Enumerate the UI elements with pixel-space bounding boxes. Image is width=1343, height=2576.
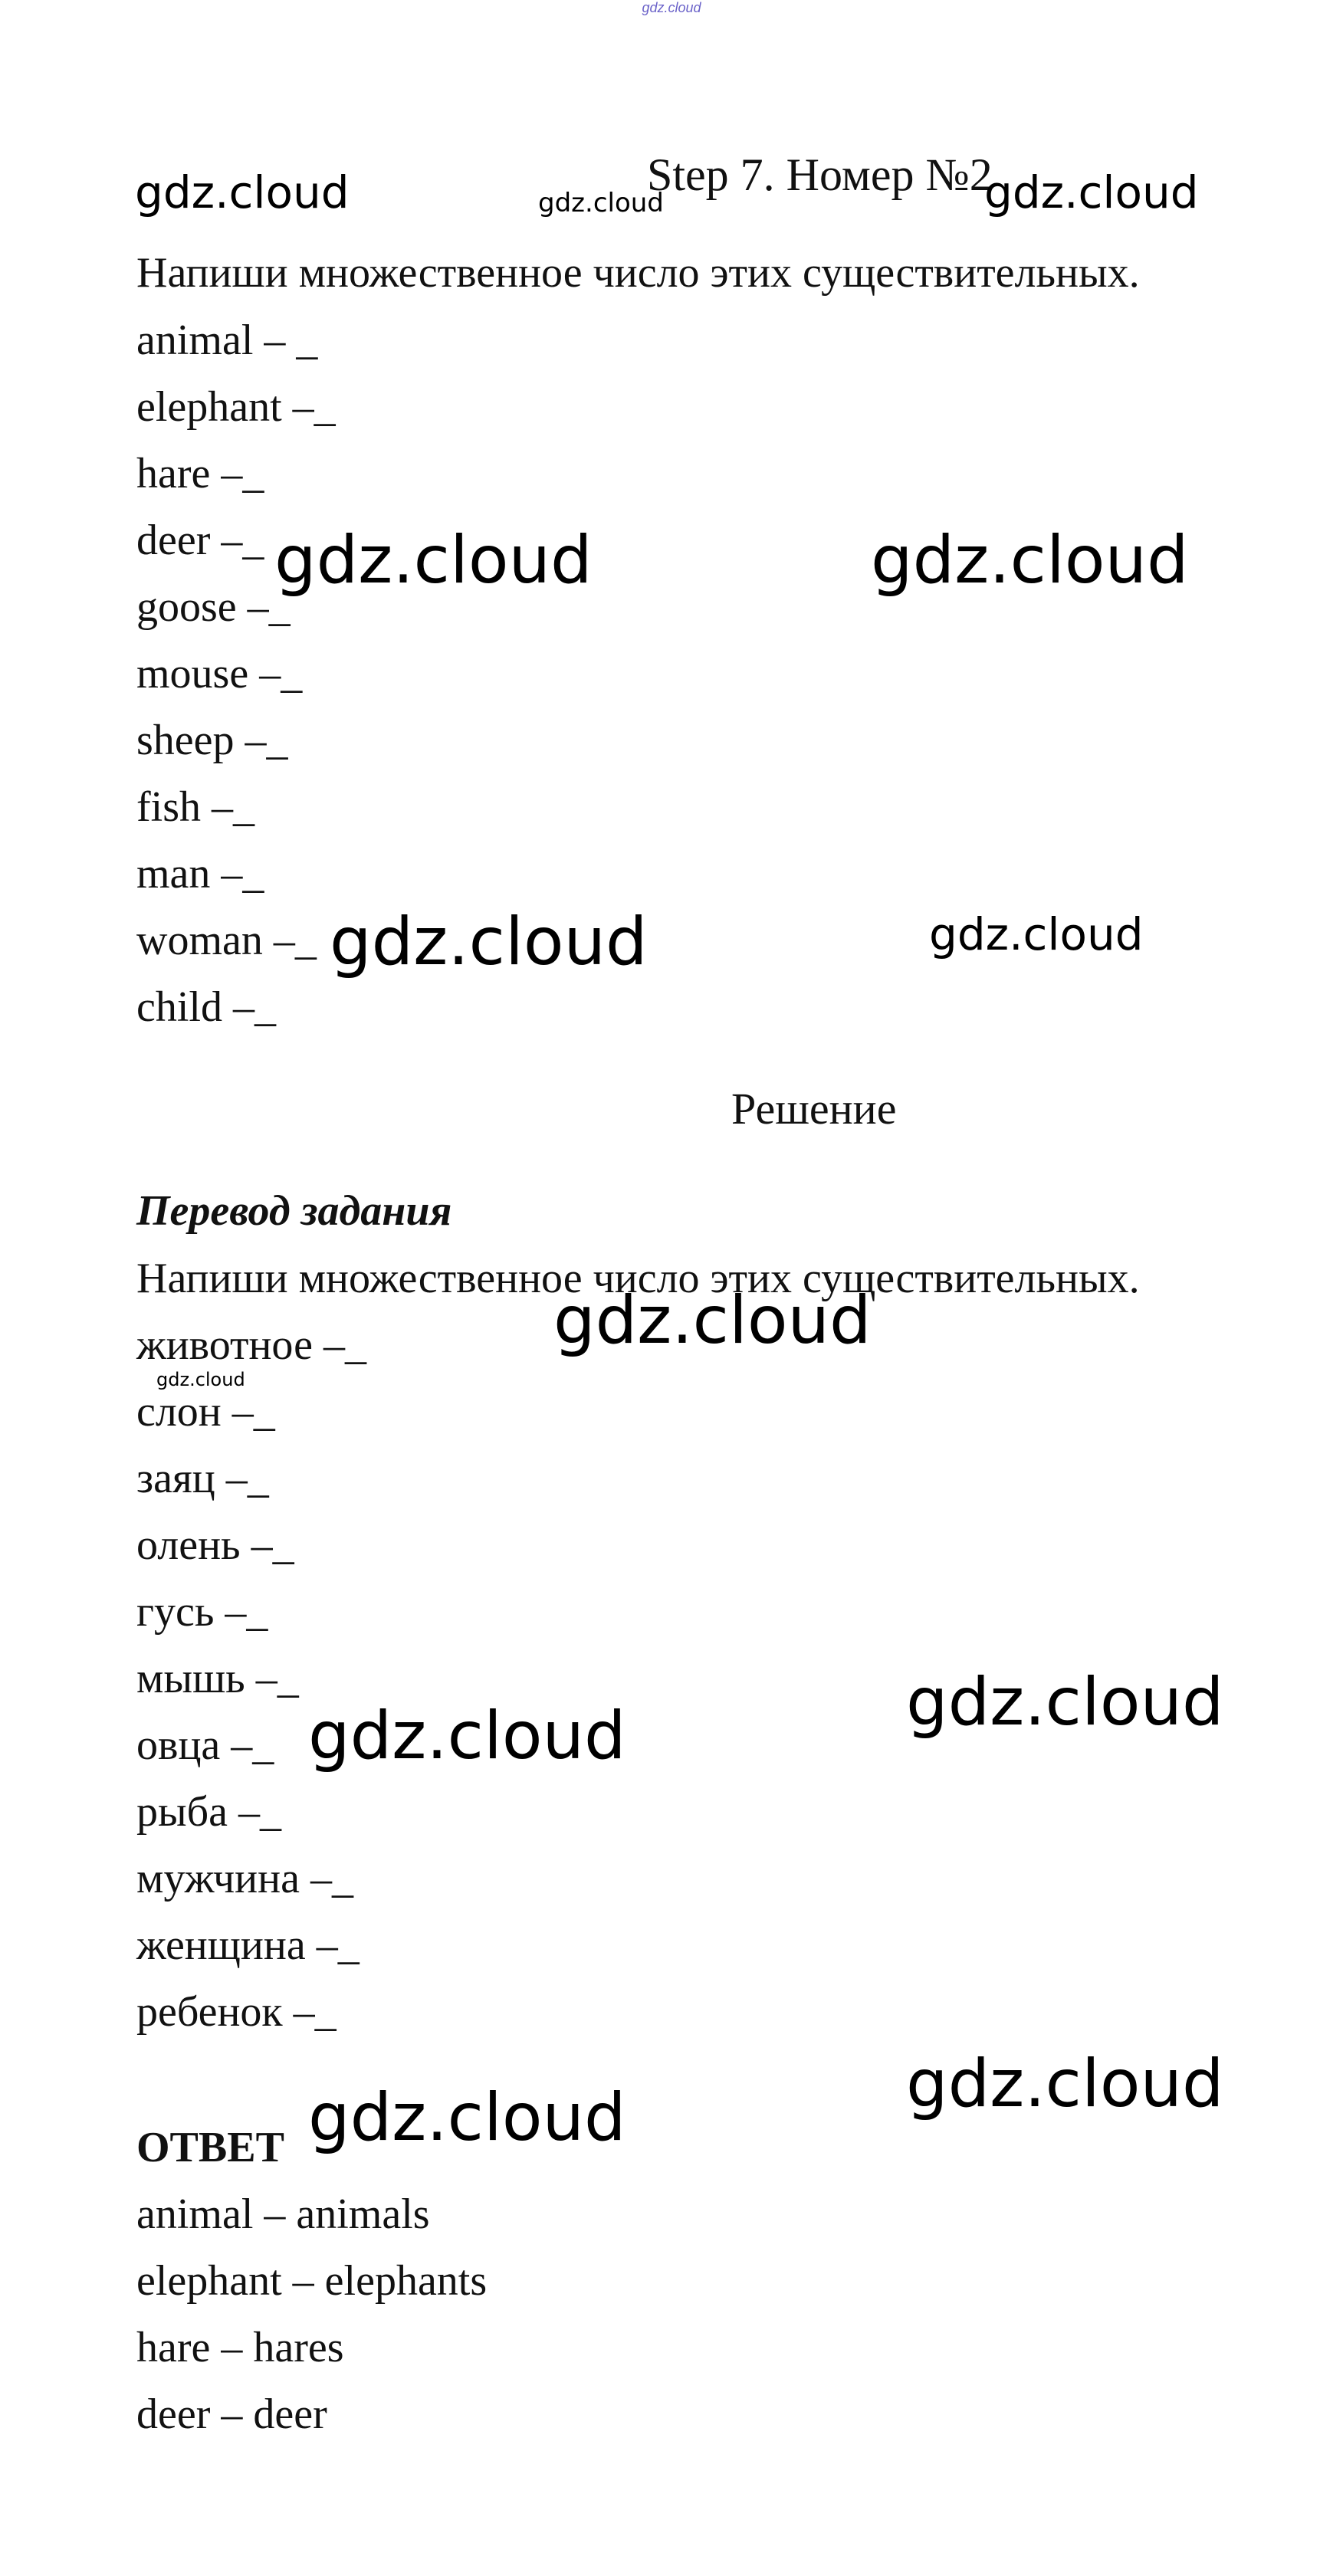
watermark: gdz.cloud xyxy=(929,908,1144,960)
solution-label: Решение xyxy=(731,1084,897,1134)
answer-heading: ОТВЕТ xyxy=(136,2124,284,2171)
watermark: gdz.cloud xyxy=(871,522,1189,599)
watermark: gdz.cloud xyxy=(308,1698,626,1774)
translation-item: рыба –_ xyxy=(136,1788,281,1836)
answer-item: hare – hares xyxy=(136,2324,344,2371)
translation-item: гусь –_ xyxy=(136,1588,268,1636)
translation-heading: Перевод задания xyxy=(136,1187,452,1235)
task-item: animal – _ xyxy=(136,317,318,364)
task-item: woman –_ xyxy=(136,917,317,964)
watermark: gdz.cloud xyxy=(538,188,664,218)
top-watermark: gdz.cloud xyxy=(642,0,701,15)
translation-item: мышь –_ xyxy=(136,1655,299,1702)
page-title: Step 7. Номер №2 xyxy=(647,149,993,200)
task-item: hare –_ xyxy=(136,450,264,497)
translation-instruction: Напиши множественное число этих существительных. xyxy=(136,1255,1140,1302)
answer-item: animal – animals xyxy=(136,2190,430,2238)
watermark: gdz.cloud xyxy=(984,166,1199,218)
watermark: gdz.cloud xyxy=(330,904,648,980)
translation-item: овца –_ xyxy=(136,1721,274,1769)
task-item: goose –_ xyxy=(136,583,291,631)
watermark: gdz.cloud xyxy=(274,522,593,599)
watermark: gdz.cloud xyxy=(156,1369,245,1390)
translation-item: заяц –_ xyxy=(136,1455,269,1502)
task-item: mouse –_ xyxy=(136,650,303,697)
task-item: child –_ xyxy=(136,983,276,1031)
task-item: fish –_ xyxy=(136,783,254,831)
watermark: gdz.cloud xyxy=(906,1664,1224,1741)
translation-item: олень –_ xyxy=(136,1521,294,1569)
task-item: sheep –_ xyxy=(136,717,288,764)
translation-item: ребенок –_ xyxy=(136,1988,337,2036)
translation-item: слон –_ xyxy=(136,1388,275,1436)
task-item: elephant –_ xyxy=(136,383,336,431)
task-item: deer –_ xyxy=(136,517,264,564)
translation-item: мужчина –_ xyxy=(136,1855,353,1902)
answer-item: elephant – elephants xyxy=(136,2257,488,2305)
watermark: gdz.cloud xyxy=(553,1282,872,1359)
translation-item: женщина –_ xyxy=(136,1921,360,1969)
watermark: gdz.cloud xyxy=(906,2046,1224,2122)
watermark: gdz.cloud xyxy=(135,166,350,218)
translation-item: животное –_ xyxy=(136,1321,366,1369)
task-instruction: Напиши множественное число этих существительных. xyxy=(136,249,1140,297)
task-item: man –_ xyxy=(136,850,264,897)
answer-item: deer – deer xyxy=(136,2391,327,2438)
watermark: gdz.cloud xyxy=(308,2079,626,2156)
